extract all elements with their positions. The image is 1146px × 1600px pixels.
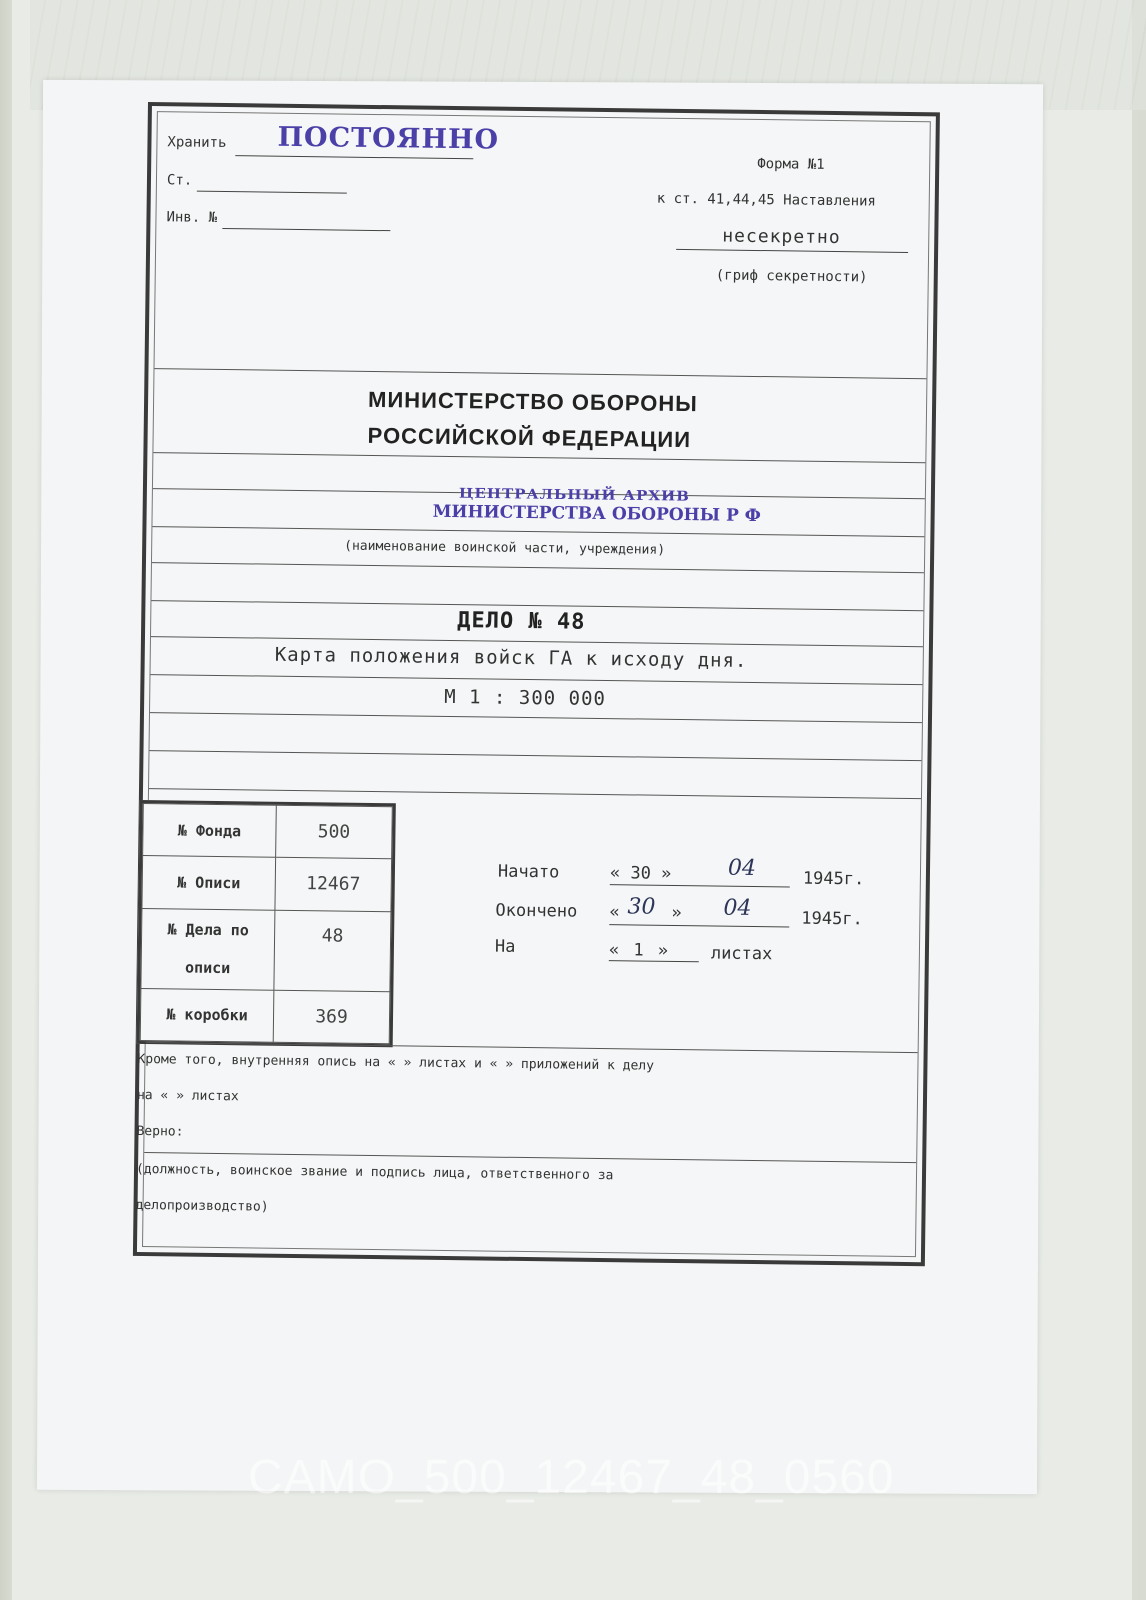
archive-stamp-line1: ЦЕНТРАЛЬНЫЙ АРХИВ — [458, 485, 690, 505]
ended-day-open: « — [609, 902, 620, 923]
ended-month: 04 — [723, 895, 752, 921]
delo-label: № Дела по описи — [141, 908, 275, 990]
st-underline — [197, 191, 347, 194]
scan-image-id: CAMO_500_12467_48_0560 — [248, 1451, 895, 1504]
inventory-line2: на « » листах — [136, 1087, 239, 1105]
ended-year: 1945г. — [801, 908, 863, 930]
divider — [150, 750, 922, 761]
box-label: № коробки — [140, 988, 274, 1042]
table-row — [141, 908, 391, 991]
sheets-value: « 1 » — [608, 940, 671, 961]
classification-underline — [676, 249, 908, 253]
divider — [144, 1152, 916, 1163]
unit-caption: (наименование воинской части, учреждения) — [344, 538, 666, 558]
case-description: Карта положения войск ГА к исходу дня. — [274, 643, 748, 672]
sheets-unit: листах — [710, 943, 773, 965]
keep-underline — [235, 155, 473, 159]
opis-value: 12467 — [275, 858, 392, 912]
keep-stamp: ПОСТОЯННО — [277, 121, 500, 156]
table-row — [143, 803, 393, 859]
box-value: 369 — [273, 990, 390, 1044]
ended-day: 30 — [627, 894, 656, 920]
ended-underline — [609, 924, 789, 927]
case-title: ДЕЛО № 48 — [457, 608, 586, 635]
case-cover-form — [133, 102, 940, 1266]
signature-line1: (должность, воинское звание и подпись лица, ответственного за — [135, 1161, 614, 1184]
case-scale: М 1 : 300 000 — [444, 685, 607, 711]
sheets-label: На — [494, 936, 516, 957]
verified-label: Верно: — [136, 1123, 184, 1140]
divider — [152, 562, 924, 573]
started-label: Начато — [497, 861, 560, 883]
ministry-line2: РОССИЙСКОЙ ФЕДЕРАЦИИ — [367, 422, 692, 453]
classification-value: несекретно — [722, 225, 841, 249]
fond-label: № Фонда — [143, 803, 277, 857]
started-year: 1945г. — [802, 868, 865, 890]
inv-underline — [222, 228, 390, 231]
delo-value: 48 — [274, 910, 391, 992]
divider — [152, 526, 924, 537]
fond-value: 500 — [276, 805, 393, 859]
divider — [155, 368, 927, 379]
ended-day-close: » — [671, 902, 682, 924]
started-month: 04 — [727, 855, 757, 882]
table-row — [140, 988, 390, 1044]
keep-label: Хранить — [167, 134, 227, 152]
divider — [150, 674, 922, 685]
archive-info-table — [137, 800, 396, 1047]
started-underline — [610, 884, 790, 887]
divider — [153, 452, 925, 463]
form-reference: к ст. 41,44,45 Наставления — [656, 190, 877, 210]
signature-line2: делопроизводство) — [135, 1197, 269, 1215]
form-inner-border — [135, 111, 931, 1257]
inv-label: Инв. № — [166, 209, 218, 226]
divider — [150, 712, 922, 723]
archive-stamp-line2: МИНИСТЕРСТВА ОБОРОНЫ Р Ф — [432, 501, 761, 527]
table-row — [142, 856, 392, 912]
st-label: Ст. — [166, 172, 193, 189]
inventory-line1: Кроме того, внутренняя опись на « » листах и « » приложений к делу — [137, 1051, 655, 1074]
ended-label: Окончено — [495, 900, 578, 922]
divider — [151, 636, 923, 647]
divider — [146, 1042, 918, 1053]
divider — [149, 788, 921, 799]
classification-caption: (гриф секретности) — [715, 267, 868, 286]
started-day: « 30 » — [609, 863, 672, 884]
sheets-underline — [609, 960, 699, 962]
ministry-line1: МИНИСТЕРСТВО ОБОРОНЫ — [367, 386, 698, 417]
opis-label: № Описи — [142, 856, 276, 910]
form-number: Форма №1 — [757, 155, 825, 173]
